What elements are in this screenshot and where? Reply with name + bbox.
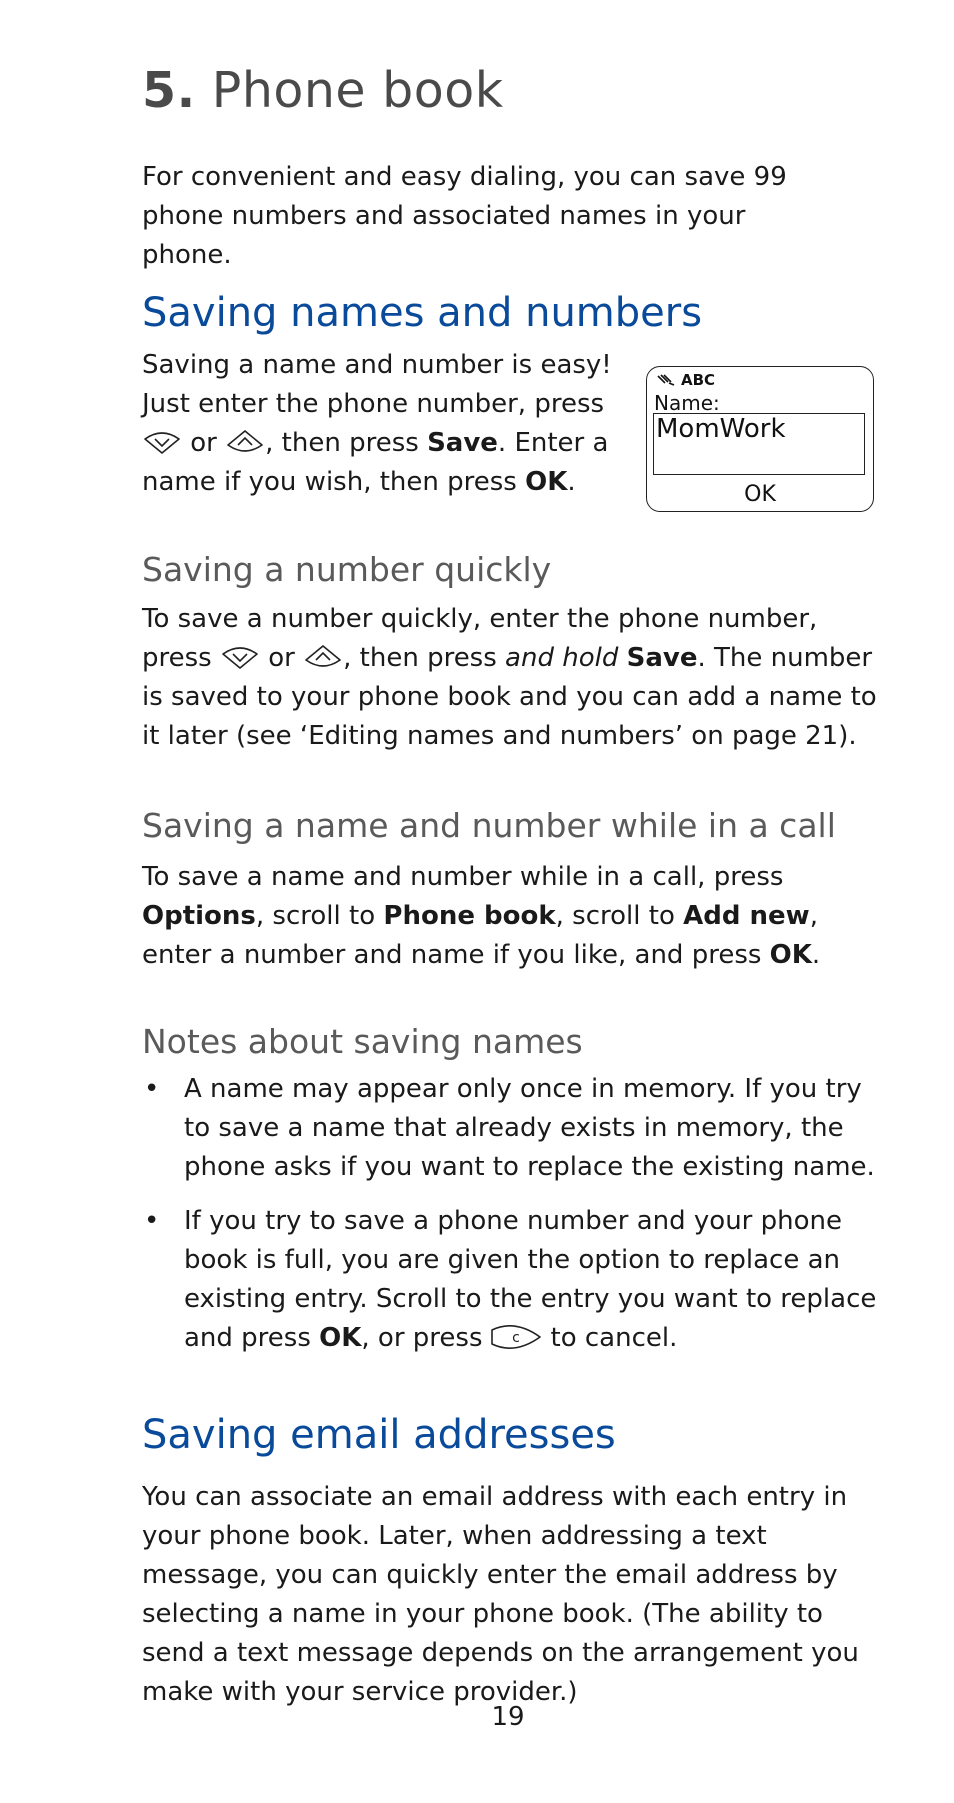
quick-text-c: . The number is saved to your phone book and you can add a name to it later (see ‘Editing names and numbers’ on page 21). xyxy=(142,643,877,751)
quick-or: or xyxy=(268,643,295,673)
quick-save-label: Save xyxy=(626,643,698,673)
subheading-notes: Notes about saving names xyxy=(142,1022,583,1061)
phone-book-label: Phone book xyxy=(383,901,556,931)
note-text-2b: , or press xyxy=(361,1323,483,1353)
note-text-2a: If you try to save a phone number and your phone book is full, you are given the option to replace an existing entry. Scroll to the entry you want to replace and press xyxy=(184,1206,877,1353)
chapter-number: 5. xyxy=(142,62,196,119)
scroll-up-key-icon xyxy=(225,428,265,454)
in-call-text-b: , scroll to xyxy=(255,901,376,931)
scroll-down-key-icon xyxy=(220,643,260,669)
intro-paragraph: For convenient and easy dialing, you can save 99 phone numbers and associated names in your phone. xyxy=(142,162,787,270)
quick-and-hold: and hold xyxy=(505,643,619,673)
input-mode-indicator: ABC xyxy=(681,371,716,389)
email-paragraph: You can associate an email address with each entry in your phone book. Later, when addressing a text message, you can quickly enter the email address by selecting a name in your phone book. (The ability to send a text message depends on the arrangement you make with your service provider.) xyxy=(142,1482,859,1707)
saving-paragraph xyxy=(142,346,612,502)
bullet: • xyxy=(144,1074,160,1104)
options-label: Options xyxy=(142,901,256,931)
ok-softkey-label: OK xyxy=(525,467,568,497)
section-heading-saving: Saving names and numbers xyxy=(142,290,703,336)
list-item xyxy=(142,1202,882,1358)
note-text-1: A name may appear only once in memory. If you try to save a name that already exists in memory, the phone asks if you want to replace the existing name. xyxy=(184,1074,875,1182)
note-text-2c: to cancel. xyxy=(550,1323,678,1353)
clear-key-icon xyxy=(489,1322,543,1352)
chapter-title xyxy=(142,62,504,119)
phone-status-bar xyxy=(657,371,715,389)
notes-list xyxy=(142,1070,882,1373)
in-call-text-a: To save a name and number while in a call, press xyxy=(142,862,784,892)
saving-or: or xyxy=(190,428,217,458)
in-call-paragraph xyxy=(142,858,892,975)
saving-text-c: . Enter a name if you wish, then press xyxy=(142,428,609,497)
chapter-title-text: Phone book xyxy=(211,62,504,119)
quick-text-b: , then press xyxy=(343,643,497,673)
in-call-text-d: , enter a number and name if you like, and press xyxy=(142,901,818,970)
page-number: 19 xyxy=(491,1702,525,1732)
subheading-quick: Saving a number quickly xyxy=(142,550,552,589)
saving-text-a: Saving a name and number is easy! Just enter the phone number, press xyxy=(142,350,612,419)
phone-name-label: Name: xyxy=(654,391,720,415)
svg-text:c: c xyxy=(511,1330,520,1346)
scroll-down-key-icon xyxy=(142,428,182,454)
in-call-text-end: . xyxy=(811,940,821,970)
phone-name-field: MomWork xyxy=(653,413,865,475)
section-heading-email: Saving email addresses xyxy=(142,1412,616,1458)
saving-text-b: , then press xyxy=(265,428,419,458)
list-item xyxy=(142,1070,882,1187)
note-ok-label: OK xyxy=(319,1323,362,1353)
phone-display-illustration xyxy=(646,366,874,512)
quick-text-a: To save a number quickly, enter the phone number, press xyxy=(142,604,818,673)
add-new-label: Add new xyxy=(683,901,810,931)
phone-ok-softkey: OK xyxy=(744,482,776,507)
scroll-up-key-icon xyxy=(303,643,343,669)
saving-text-end: . xyxy=(567,467,576,497)
save-softkey-label: Save xyxy=(427,428,498,458)
in-call-ok-label: OK xyxy=(769,940,812,970)
signal-pen-icon xyxy=(657,374,675,386)
bullet: • xyxy=(144,1206,160,1236)
quick-paragraph xyxy=(142,600,882,756)
in-call-text-c: , scroll to xyxy=(555,901,675,931)
subheading-in-call: Saving a name and number while in a call xyxy=(142,806,836,845)
